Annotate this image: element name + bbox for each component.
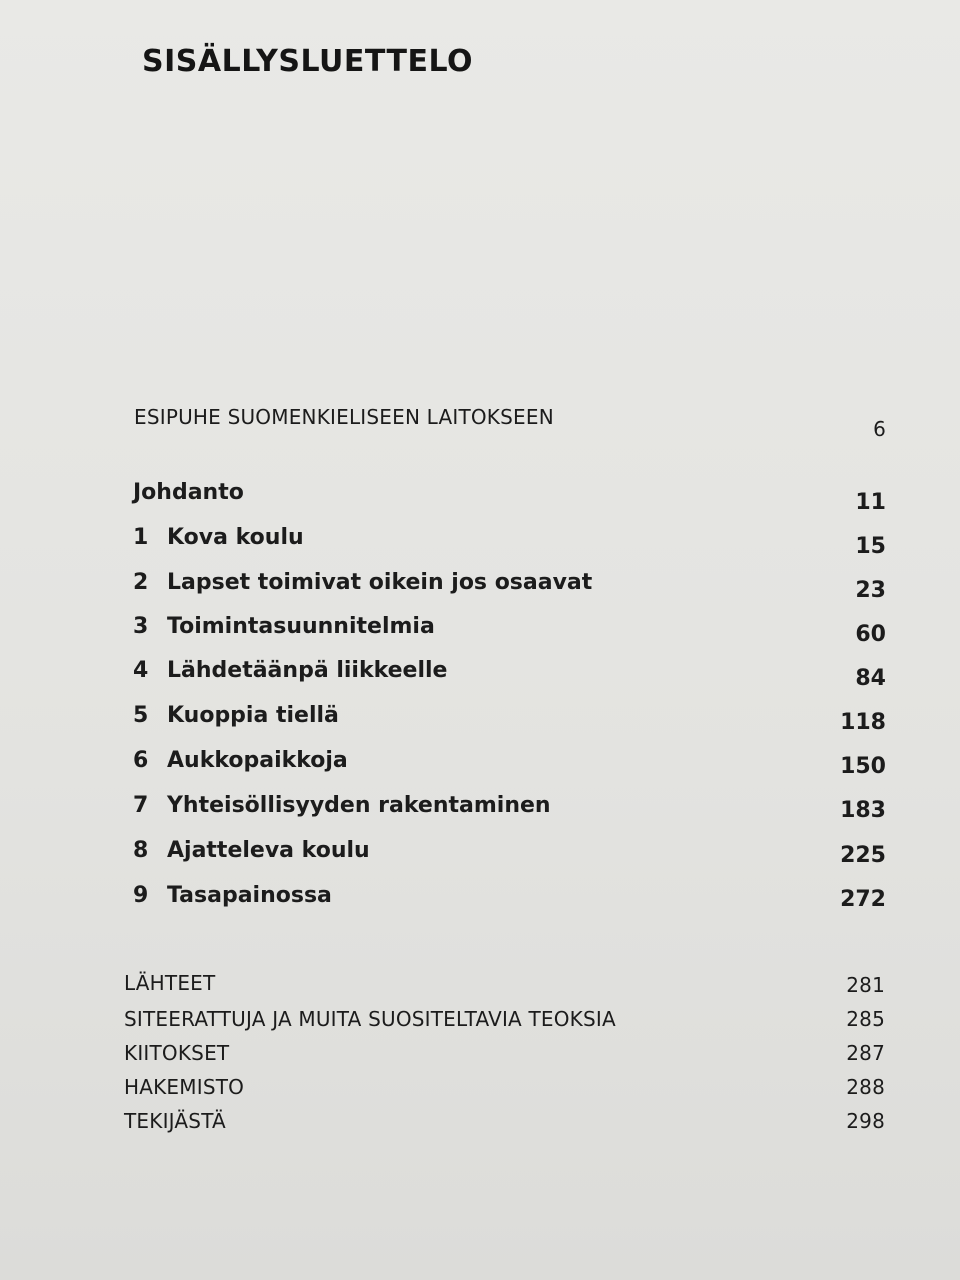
toc-entry-page: 287 [846,1041,885,1065]
toc-entry-label: HAKEMISTO [124,1075,245,1099]
toc-entry-label: KIITOKSET [124,1041,230,1065]
toc-entry-label: Johdanto [133,480,244,505]
toc-entry-label: Kova koulu [167,525,304,550]
toc-entry-chapter [133,838,886,868]
toc-entry-page: 11 [855,490,886,515]
toc-entry-label: Aukkopaikkoja [167,748,348,773]
toc-entry-page: 60 [855,622,886,647]
toc-entry-page: 6 [873,417,886,441]
toc-entry-chapter [133,748,886,779]
toc-entry-page: 281 [846,973,885,997]
toc-entry-page: 298 [846,1109,885,1133]
toc-entry-preface [134,405,886,441]
toc-entry-label: Lähdetäänpä liikkeelle [167,658,448,683]
toc-entry-back-matter [124,1109,885,1133]
toc-entry-chapter [133,525,886,559]
toc-entry-chapter [133,658,886,691]
toc-entry-label: Toimintasuunnitelmia [167,614,435,639]
toc-entry-label: Yhteisöllisyyden rakentaminen [167,793,551,818]
chapter-number: 5 [133,703,149,728]
toc-entry-page: 272 [840,887,886,912]
toc-entry-page: 118 [840,710,886,735]
toc-entry-intro [133,480,886,515]
toc-entry-label: Kuoppia tiellä [167,703,339,728]
toc-entry-chapter [133,703,886,735]
toc-entry-page: 285 [846,1007,885,1031]
toc-entry-label: SITEERATTUJA JA MUITA SUOSITELTAVIA TEOKSIA [124,1007,616,1031]
chapter-number: 3 [133,614,149,639]
toc-entry-back-matter [124,1041,885,1065]
toc-entry-label: Tasapainossa [167,883,332,908]
page-title: SISÄLLYSLUETTELO [142,44,474,79]
chapter-number: 2 [133,570,149,595]
chapter-number: 9 [133,883,149,908]
toc-entry-page: 225 [840,843,886,868]
chapter-number: 6 [133,748,149,773]
toc-entry-page: 150 [840,754,886,779]
toc-entry-page: 288 [846,1075,885,1099]
toc-entry-label: ESIPUHE SUOMENKIELISEEN LAITOKSEEN [134,405,554,429]
toc-entry-chapter [133,883,886,912]
toc-entry-back-matter [124,971,885,997]
toc-entry-page: 84 [855,666,886,691]
toc-entry-back-matter [124,1007,885,1031]
chapter-number: 1 [133,525,149,550]
toc-entry-chapter [133,614,886,647]
toc-entry-page: 23 [855,578,886,603]
toc-entry-label: TEKIJÄSTÄ [124,1109,226,1133]
toc-entry-label: LÄHTEET [124,971,216,995]
toc-entry-label: Lapset toimivat oikein jos osaavat [167,570,593,595]
toc-entry-chapter [133,570,886,603]
toc-entry-page: 15 [855,534,886,559]
toc-entry-chapter [133,793,886,823]
chapter-number: 4 [133,658,149,683]
toc-entry-label: Ajatteleva koulu [167,838,370,863]
chapter-number: 7 [133,793,149,818]
toc-entry-page: 183 [840,798,886,823]
toc-entry-back-matter [124,1075,885,1099]
chapter-number: 8 [133,838,149,863]
